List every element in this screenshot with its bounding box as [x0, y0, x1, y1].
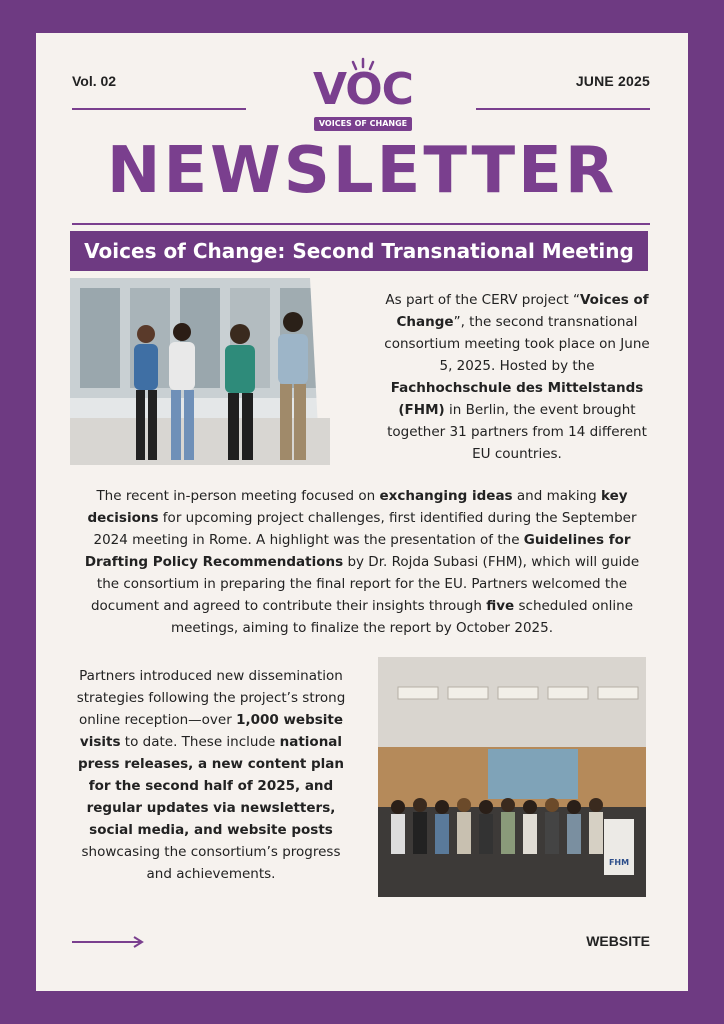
- students-illustration: [70, 278, 358, 465]
- meeting-paragraph: The recent in-person meeting focused on exchanging ideas and making key decisions for upcoming project challenges, first identified during the September 2024 meeting in Rome. A highlight was the presentation of the Guidelines for Drafting Policy Recommendations by Dr. Rojda Subasi (FHM), which will guide the consortium in preparing the final report for the EU. Partners welcomed the document and agreed to contribute their insights through five scheduled online meetings, aiming to finalize the report by October 2025.: [84, 488, 640, 636]
- title-underline: [72, 223, 650, 225]
- newsletter-title: NEWSLETTER: [106, 134, 618, 208]
- dissemination-paragraph: Partners introduced new dissemination strategies following the project’s strong online reception—over 1,000 website visits to date. These include national press releases, a new content plan for the second half of 2025, and regular updates via newsletters, social media, and website posts showcasing the consortium’s progress and achievements.: [76, 668, 346, 882]
- divider-right: [476, 108, 650, 110]
- intro-paragraph: As part of the CERV project “Voices of Change”, the second transnational consortium meeting took place on June 5, 2025. Hosted by the Fachhochschule des Mittelstands (FHM) in Berlin, the event brought together 31 partners from 14 different EU countries.: [384, 292, 650, 462]
- volume-label: Vol. 02: [72, 73, 117, 89]
- website-link[interactable]: WEBSITE: [586, 933, 650, 949]
- group-photo: [378, 657, 646, 897]
- headline-banner: Voices of Change: Second Transnational Meeting: [70, 231, 648, 271]
- students-photo: [70, 278, 358, 465]
- podium-label: FHM: [608, 858, 630, 867]
- logo-wordmark: VOC: [313, 64, 413, 115]
- newsletter-page: [36, 33, 688, 991]
- logo-subtitle: VOICES OF CHANGE: [314, 117, 412, 131]
- group-photo-illustration: [378, 657, 646, 897]
- arrow-right-icon: [72, 935, 146, 949]
- issue-date: JUNE 2025: [575, 73, 650, 89]
- voc-logo: [298, 61, 428, 133]
- divider-left: [72, 108, 246, 110]
